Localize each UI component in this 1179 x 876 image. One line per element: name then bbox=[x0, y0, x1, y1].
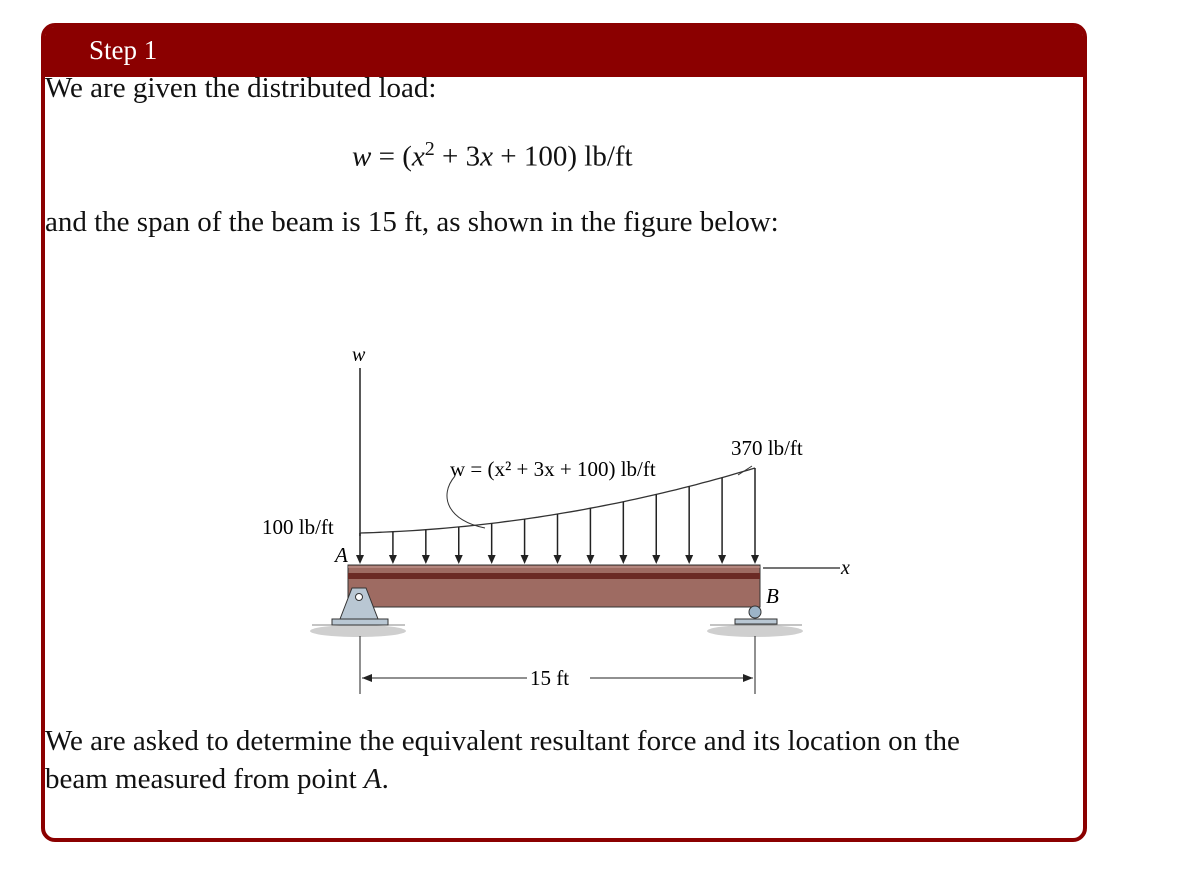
load-expression-label: w = (x² + 3x + 100) lb/ft bbox=[450, 457, 656, 481]
load-arrow-head bbox=[586, 555, 594, 564]
span-text: and the span of the beam is 15 ft, as shown in the figure below: bbox=[45, 206, 779, 238]
ground-right bbox=[707, 625, 803, 637]
x-axis-label: x bbox=[841, 557, 850, 579]
point-b-label: B bbox=[766, 584, 779, 608]
load-equation bbox=[352, 138, 633, 174]
eq-exponent: 2 bbox=[424, 138, 435, 160]
left-intensity-label: 100 lb/ft bbox=[262, 515, 334, 539]
distributed-load bbox=[356, 468, 759, 564]
w-axis-label: w bbox=[352, 344, 366, 366]
eq-close: ) bbox=[567, 140, 578, 173]
load-arrow-head bbox=[488, 555, 496, 564]
eq-x1: x bbox=[411, 140, 425, 173]
eq-equals: = bbox=[378, 140, 395, 173]
eq-plus2: + bbox=[500, 140, 517, 173]
step-title: Step 1 bbox=[89, 35, 158, 65]
right-intensity-label: 370 lb/ft bbox=[731, 436, 803, 460]
eq-open: ( bbox=[402, 140, 412, 173]
question-end: . bbox=[381, 763, 389, 795]
question-body: We are asked to determine the equivalent resultant force and its location on the beam measured from point bbox=[45, 725, 960, 795]
load-arrow-head bbox=[521, 555, 529, 564]
question-text bbox=[45, 722, 1015, 798]
beam-figure bbox=[200, 316, 860, 706]
load-arrow-head bbox=[685, 555, 693, 564]
load-arrow-head bbox=[751, 555, 759, 564]
eq-plus1: + bbox=[442, 140, 459, 173]
ground-left bbox=[310, 625, 406, 637]
load-arrow-head bbox=[356, 555, 364, 564]
leader-line bbox=[447, 476, 485, 528]
beam bbox=[348, 565, 760, 607]
beam-flange-stripe bbox=[348, 573, 760, 579]
eq-lhs: w bbox=[352, 140, 372, 173]
eq-unit: lb/ft bbox=[584, 140, 633, 173]
step-header bbox=[45, 27, 1083, 77]
load-arrow-head bbox=[718, 555, 726, 564]
intro-text: We are given the distributed load: bbox=[45, 72, 437, 104]
load-arrow-head bbox=[554, 555, 562, 564]
span-dimension-label: 15 ft bbox=[530, 666, 570, 690]
load-arrow-head bbox=[455, 555, 463, 564]
question-point: A bbox=[363, 763, 382, 795]
load-arrow-head bbox=[422, 555, 430, 564]
eq-constant: 100 bbox=[523, 140, 568, 173]
eq-term2: 3 bbox=[465, 140, 481, 173]
pin-icon bbox=[356, 594, 363, 601]
load-arrow-head bbox=[652, 555, 660, 564]
eq-x2: x bbox=[480, 140, 493, 173]
roller-icon bbox=[749, 606, 761, 618]
load-arrow-head bbox=[389, 555, 397, 564]
load-arrow-head bbox=[619, 555, 627, 564]
point-a-label: A bbox=[335, 543, 348, 567]
